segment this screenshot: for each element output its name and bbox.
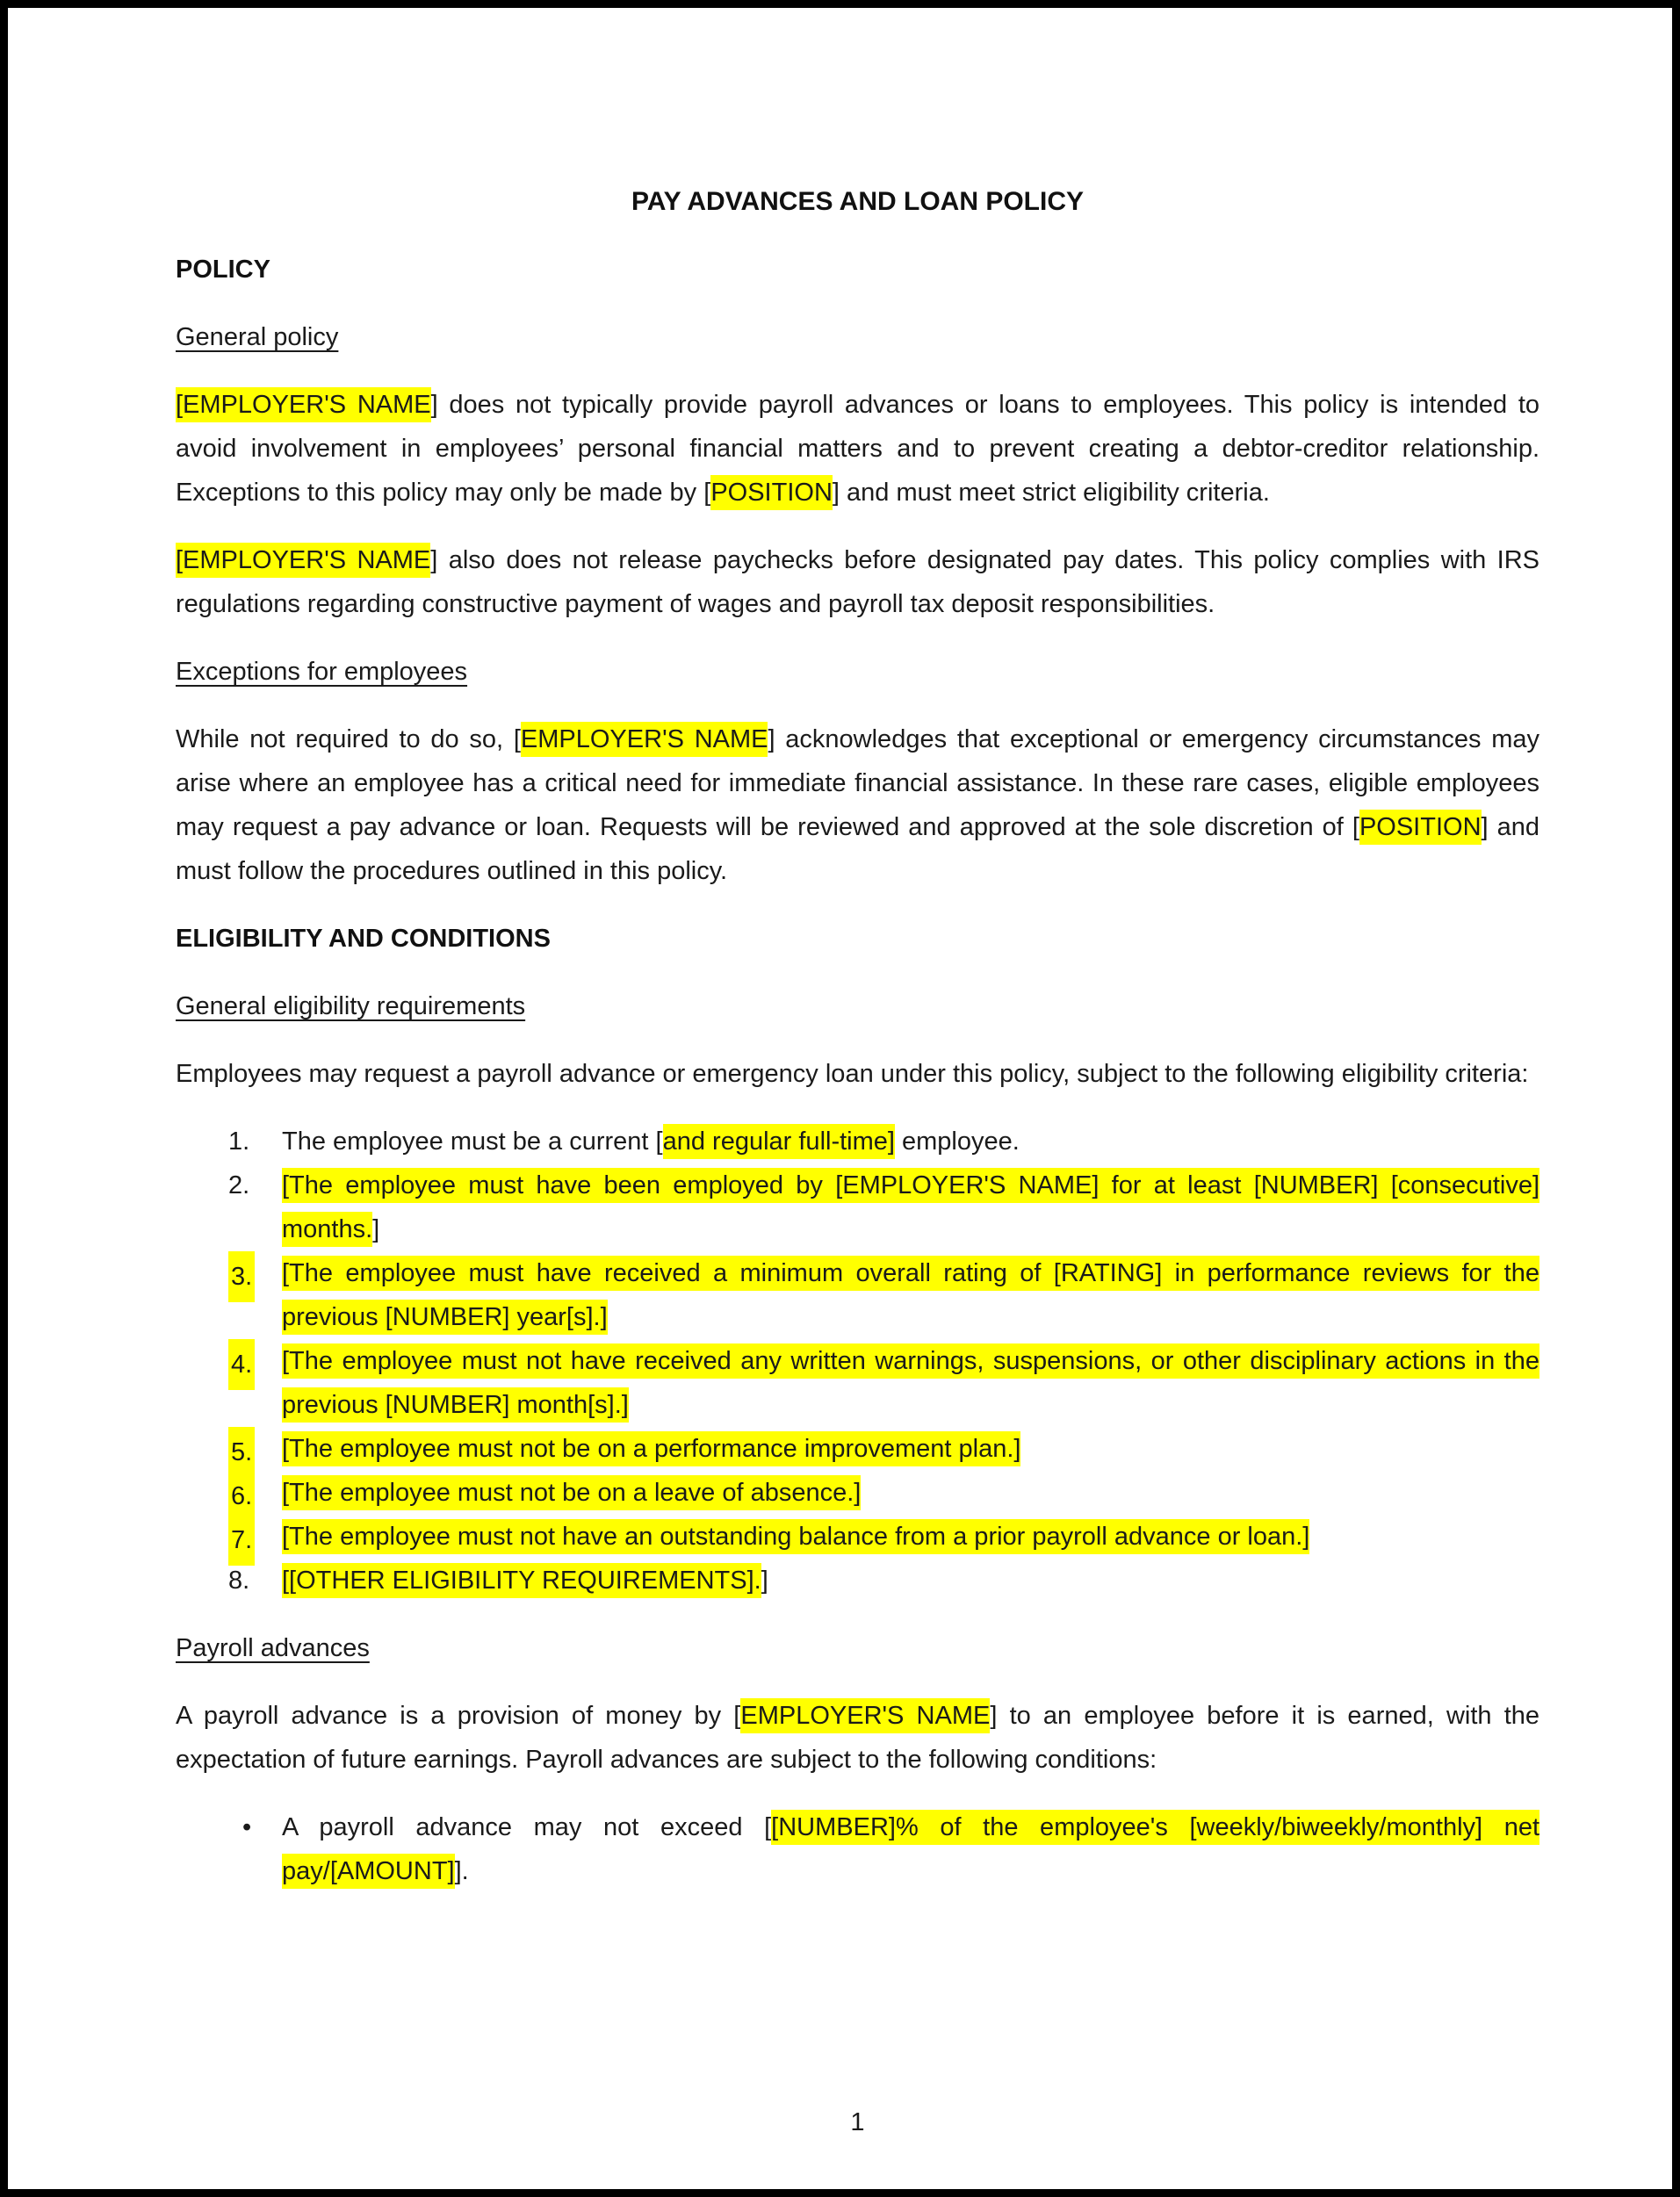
highlighted-placeholder-text: [[OTHER ELIGIBILITY REQUIREMENTS]. [282,1563,761,1598]
bullet-list [176,1805,1539,1893]
subsection-heading-text: Payroll advances [176,1634,370,1662]
text-run: ] and must follow the procedures outlined in this policy. [176,813,1539,885]
list-number-marker: 1. [228,1127,250,1156]
highlighted-placeholder-text: EMPLOYER'S NAME [740,1698,990,1733]
highlighted-placeholder-text: [The employee must have received a minimum overall rating of [RATING] in performance reviews for the previous [NUMBER] year[s].] [282,1256,1539,1335]
numbered-list [176,1120,1539,1603]
list-item-text [282,1251,1539,1339]
list-item [176,1515,1539,1559]
subsection-heading [176,1626,1539,1670]
list-item [176,1120,1539,1163]
highlighted-placeholder-text: [EMPLOYER'S NAME [176,387,431,422]
subsection-heading [176,315,1539,359]
document-title: PAY ADVANCES AND LOAN POLICY [631,187,1085,216]
text-run: Employees may request a payroll advance or emergency loan under this policy, subject to the following eligibility criteria: [176,1060,1529,1088]
text-run: The employee must be a current [ [282,1127,663,1156]
highlighted-placeholder-text: [The employee must have been employed by [EMPLOYER'S NAME] for at least [NUMBER] [consecutive] months. [282,1168,1539,1247]
list-number-marker: 5. [228,1427,255,1478]
subsection-heading-text: General eligibility requirements [176,992,526,1020]
list-number-marker: 6. [228,1471,255,1522]
list-number-marker: 7. [228,1515,255,1566]
section-heading: ELIGIBILITY AND CONDITIONS [176,925,551,953]
list-number-marker: 8. [228,1567,250,1595]
text-run: ] and must meet strict eligibility criteria. [832,479,1270,507]
paragraph [176,383,1539,515]
highlighted-placeholder-text: [The employee must not be on a leave of absence.] [282,1475,861,1510]
paragraph [176,717,1539,893]
list-item-text [282,1559,1539,1603]
highlighted-placeholder-text: and regular full-time] [663,1124,895,1159]
text-run: ] [372,1215,380,1243]
list-number-marker: 2. [228,1171,250,1199]
list-number-marker: 4. [228,1339,255,1390]
list-item-text [282,1515,1539,1559]
list-item-text [282,1427,1539,1471]
list-item-text [282,1805,1539,1893]
list-item [176,1163,1539,1251]
list-item-text [282,1339,1539,1427]
subsection-heading-text: General policy [176,323,339,351]
subsection-heading-text: Exceptions for employees [176,658,468,686]
text-run: ]. [454,1857,469,1885]
highlighted-placeholder-text: POSITION [1359,810,1482,845]
text-run: ] acknowledges that exceptional or emergency circumstances may arise where an employee has a critical need for immediate financial assistance. In these rare cases, eligible employees may request a pay advance or loan. Requests will be reviewed and approved at the sole discretion of [ [176,725,1539,841]
list-item [176,1251,1539,1339]
text-run: ] also does not release paychecks before designated pay dates. This policy complies with IRS regulations regarding constructive payment of wages and payroll tax deposit responsibilities. [176,546,1540,618]
highlighted-placeholder-text: [The employee must not be on a performance improvement plan.] [282,1431,1020,1466]
text-run: A payroll advance may not exceed [ [282,1813,772,1841]
highlighted-placeholder-text: POSITION [710,475,833,510]
highlighted-placeholder-text: [The employee must not have received any written warnings, suspensions, or other disciplinary actions in the previous [NUMBER] month[s].] [282,1343,1539,1423]
list-item-text [282,1163,1539,1251]
text-run: While not required to do so, [ [176,725,521,753]
list-item [176,1339,1539,1427]
highlighted-placeholder-text: EMPLOYER'S NAME [521,722,768,757]
list-item-text [282,1120,1539,1163]
text-run: ] [761,1567,768,1595]
list-item [176,1427,1539,1471]
list-item [176,1559,1539,1603]
paragraph [176,1052,1539,1096]
text-run: ] does not typically provide payroll advances or loans to employees. This policy is intended to avoid involvement in employees’ personal financial matters and to prevent creating a debtor-creditor relationship. Exceptions to this policy may only be made by [ [176,391,1539,507]
document-body [176,248,1539,1893]
bullet-marker: • [242,1813,252,1841]
paragraph [176,538,1539,626]
section-heading: POLICY [176,256,270,284]
highlighted-placeholder-text: [EMPLOYER'S NAME [176,543,430,578]
list-number-marker: 3. [228,1251,255,1302]
paragraph [176,1694,1539,1782]
text-run: A payroll advance is a provision of money by [ [176,1702,741,1730]
subsection-heading [176,984,1539,1028]
text-run: employee. [894,1127,1020,1156]
list-item [176,1471,1539,1515]
text-run: ] to an employee before it is earned, with the expectation of future earnings. Payroll advances are subject to the following conditions: [176,1702,1540,1774]
highlighted-placeholder-text: [NUMBER]% of the employee's [weekly/biweekly/monthly] net pay/[AMOUNT] [282,1810,1539,1889]
subsection-heading [176,650,1539,694]
list-item-text [282,1471,1539,1515]
document-content [176,180,1539,1917]
list-item [176,1805,1539,1893]
page-number: 1 [850,2108,865,2136]
highlighted-placeholder-text: [The employee must not have an outstanding balance from a prior payroll advance or loan.] [282,1519,1309,1554]
